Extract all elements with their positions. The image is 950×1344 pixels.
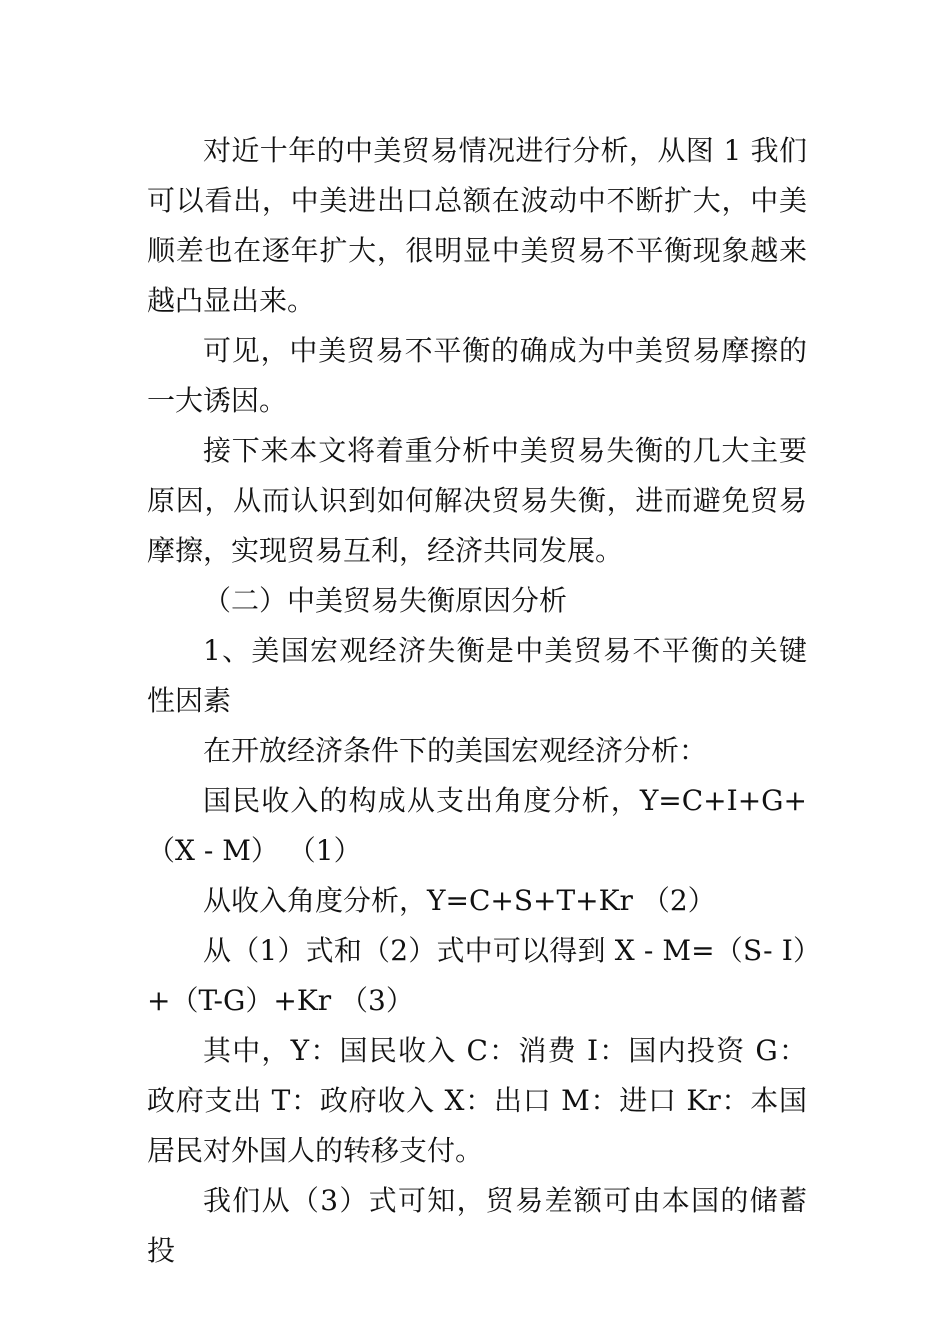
section-heading: （二）中美贸易失衡原因分析 [203, 584, 568, 617]
paragraph-trade-friction: 可见，中美贸易不平衡的确成为中美贸易摩擦的一大诱因。 [147, 334, 807, 417]
subsection-heading: 1、美国宏观经济失衡是中美贸易不平衡的关键性因素 [147, 634, 807, 717]
paragraph-trade-analysis: 对近十年的中美贸易情况进行分析，从图 1 我们可以看出，中美进出口总额在波动中不断扩大，中美顺差也在逐年扩大，很明显中美贸易不平衡现象越来越凸显出来。 [147, 134, 807, 317]
equation-expenditure: 国民收入的构成从支出角度分析，Y=C+I+G+（X - M） （1） [147, 784, 807, 867]
paragraph-conclusion: 我们从（3）式可知，贸易差额可由本国的储蓄投 [147, 1184, 807, 1267]
analysis-intro: 在开放经济条件下的美国宏观经济分析： [203, 734, 708, 767]
paragraph-next-steps: 接下来本文将着重分析中美贸易失衡的几大主要原因，从而认识到如何解决贸易失衡，进而避免贸易摩擦，实现贸易互利，经济共同发展。 [147, 434, 807, 567]
equation-income: 从收入角度分析，Y=C+S+T+Kr （2） [203, 884, 716, 917]
document-body [147, 126, 807, 1276]
equation-trade-balance: 从（1）式和（2）式中可以得到 X - M=（S- I）+（T-G）+Kr （3） [147, 934, 807, 1017]
variable-definitions: 其中，Y：国民收入 C：消费 I：国内投资 G：政府支出 T：政府收入 X：出口 M：进口 Kr：本国居民对外国人的转移支付。 [147, 1034, 807, 1167]
